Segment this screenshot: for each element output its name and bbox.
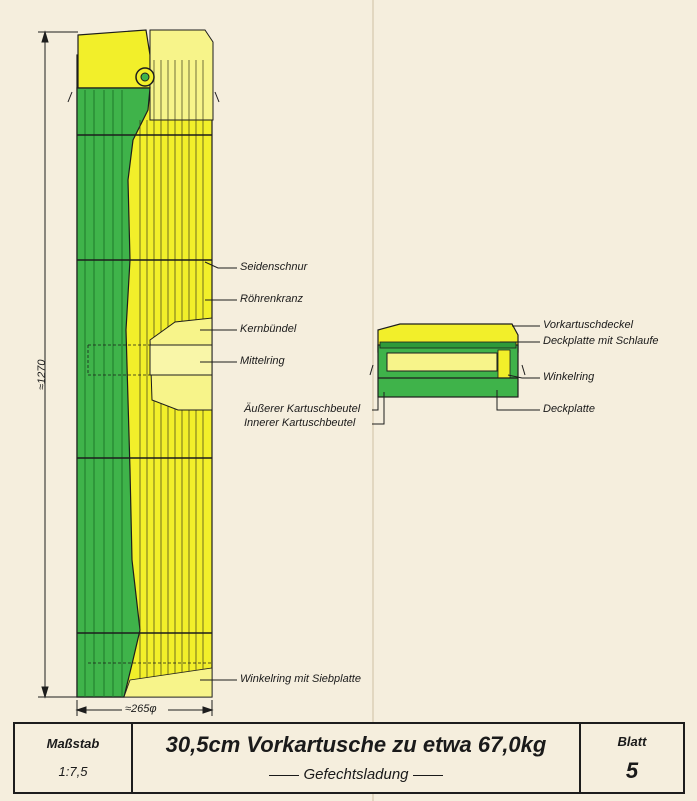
label-deckplatte-schlaufe: Deckplatte mit Schlaufe xyxy=(543,335,659,347)
sheet-cell xyxy=(581,724,683,792)
scale-value: 1:7,5 xyxy=(58,764,88,779)
cartridge-long-view xyxy=(68,30,219,697)
scale-cell xyxy=(15,724,133,792)
title-cell xyxy=(133,724,581,792)
title-block xyxy=(13,722,685,794)
label-seidenschnur: Seidenschnur xyxy=(240,261,308,273)
label-kernbuendel: Kernbündel xyxy=(240,323,297,335)
label-mittelring: Mittelring xyxy=(240,355,285,367)
height-dimension-label: ≈1270 xyxy=(36,359,48,390)
label-deckplatte: Deckplatte xyxy=(543,403,595,415)
drawing-subtitle: Gefechtsladung xyxy=(303,766,409,783)
drawing-subtitle-row xyxy=(133,766,579,783)
cartridge-short-view xyxy=(370,324,525,397)
label-winkelring: Winkelring xyxy=(543,371,595,383)
label-winkelring-siebplatte: Winkelring mit Siebplatte xyxy=(240,673,361,685)
label-aeusserer-kartuschbeutel: Äußerer Kartuschbeutel xyxy=(244,403,361,415)
scale-label: Maßstab xyxy=(46,736,100,751)
width-dimension-label: ≈265φ xyxy=(125,703,157,715)
label-vorkartuschdeckel: Vorkartuschdeckel xyxy=(543,319,634,331)
label-innerer-kartuschbeutel: Innerer Kartuschbeutel xyxy=(244,417,356,429)
sheet-label: Blatt xyxy=(617,734,647,749)
sheet-number: 5 xyxy=(625,758,639,783)
label-roehrenkranz: Röhrenkranz xyxy=(240,293,303,305)
drawing-title: 30,5cm Vorkartusche zu etwa 67,0kg xyxy=(165,732,547,757)
